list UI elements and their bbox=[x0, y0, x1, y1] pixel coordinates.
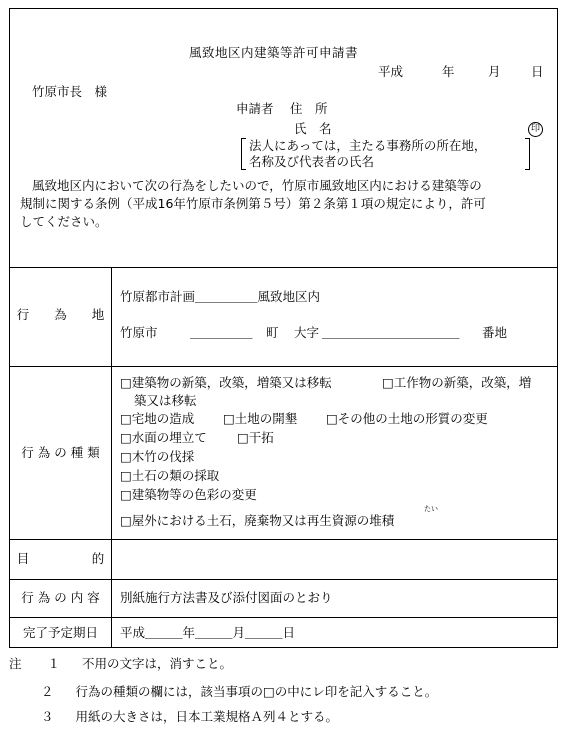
site-town-blank: ＿＿＿＿＿ bbox=[190, 325, 253, 340]
addressee: 竹原市長 様 bbox=[32, 84, 108, 99]
note-text: 行為の種類の欄には，該当事項の□の中にレ印を記入すること。 bbox=[75, 684, 438, 699]
checkbox-item[interactable]: □宅地の造成 bbox=[120, 411, 195, 426]
purpose-label: 目 的 bbox=[16, 551, 105, 566]
checkbox-item[interactable]: □その他の土地の形質の変更 bbox=[326, 411, 488, 426]
note-2 bbox=[41, 684, 437, 700]
body-text-line3: してください。 bbox=[20, 214, 108, 229]
applicant-label: 申請者 bbox=[236, 101, 274, 116]
date-era: 平成 bbox=[378, 64, 404, 79]
content-value: 別紙施行方法書及び添付図面のとおり bbox=[120, 590, 333, 605]
note-number: ３ bbox=[41, 709, 54, 724]
note-text: 用紙の大きさは，日本工業規格Ａ列４とする。 bbox=[75, 709, 338, 724]
row-divider bbox=[10, 617, 557, 618]
kind-label: 行 為 の 種 類 bbox=[21, 445, 100, 460]
site-label: 行 為 地 bbox=[16, 307, 105, 322]
checkbox-item[interactable]: □屋外における土石，廃棄物又は再生資源の堆積 bbox=[120, 513, 395, 528]
checkbox-item-continuation: 築又は移転 bbox=[134, 393, 197, 408]
table-top-rule bbox=[10, 267, 557, 268]
site-aza: 大字 bbox=[294, 325, 320, 340]
site-aza-blank: ＿＿＿＿＿＿＿＿＿＿＿ bbox=[322, 325, 460, 340]
ruby-annotation: たい bbox=[424, 505, 438, 513]
note-head: 注 bbox=[9, 656, 22, 671]
site-city: 竹原市 bbox=[120, 325, 158, 340]
corp-note-line1: 法人にあっては，主たる事務所の所在地， bbox=[249, 138, 487, 153]
bracket-right bbox=[525, 138, 530, 170]
address-label: 住 所 bbox=[290, 101, 328, 116]
label-column-divider bbox=[111, 267, 112, 647]
seal-mark: 印 bbox=[528, 122, 543, 137]
checkbox-item[interactable]: □建築物等の色彩の変更 bbox=[120, 487, 257, 502]
row-divider bbox=[10, 539, 557, 540]
body-text-line2: 規制に関する条例（平成16年竹原市条例第５号）第２条第１項の規定により，許可 bbox=[20, 196, 486, 211]
body-text-line1: 風致地区内において次の行為をしたいので，竹原市風致地区内における建築等の bbox=[32, 178, 482, 193]
content-label: 行 為 の 内 容 bbox=[21, 590, 100, 605]
corp-note-line2: 名称及び代表者の氏名 bbox=[249, 154, 375, 169]
form-title: 風致地区内建築等許可申請書 bbox=[189, 45, 359, 60]
checkbox-item[interactable]: □木竹の伐採 bbox=[120, 449, 195, 464]
date-month: 月 bbox=[488, 64, 501, 79]
row-divider bbox=[10, 579, 557, 580]
completion-label: 完了予定期日 bbox=[22, 625, 98, 640]
checkbox-item[interactable]: □建築物の新築，改築，増築又は移転 bbox=[120, 375, 332, 390]
bracket-left bbox=[241, 138, 246, 170]
checkbox-item[interactable]: □干拓 bbox=[237, 430, 274, 445]
date-day: 日 bbox=[531, 64, 544, 79]
site-line1: 竹原都市計画＿＿＿＿＿風致地区内 bbox=[120, 289, 321, 304]
date-year: 年 bbox=[442, 64, 455, 79]
note-number: １ bbox=[47, 656, 60, 671]
application-form bbox=[9, 8, 558, 648]
checkbox-item[interactable]: □工作物の新築，改築，増 bbox=[382, 375, 532, 390]
note-text: 不用の文字は，消すこと。 bbox=[81, 656, 232, 671]
note-3 bbox=[41, 709, 338, 725]
site-banchi: 番地 bbox=[482, 325, 508, 340]
site-town: 町 bbox=[266, 325, 279, 340]
note-number: ２ bbox=[41, 684, 54, 699]
completion-value: 平成＿＿＿年＿＿＿月＿＿＿日 bbox=[120, 625, 296, 640]
checkbox-item[interactable]: □土石の類の採取 bbox=[120, 468, 220, 483]
name-label: 氏 名 bbox=[294, 121, 332, 136]
checkbox-item[interactable]: □水面の埋立て bbox=[120, 430, 207, 445]
note-1 bbox=[9, 656, 232, 672]
row-divider bbox=[10, 366, 557, 367]
checkbox-item[interactable]: □土地の開墾 bbox=[223, 411, 298, 426]
